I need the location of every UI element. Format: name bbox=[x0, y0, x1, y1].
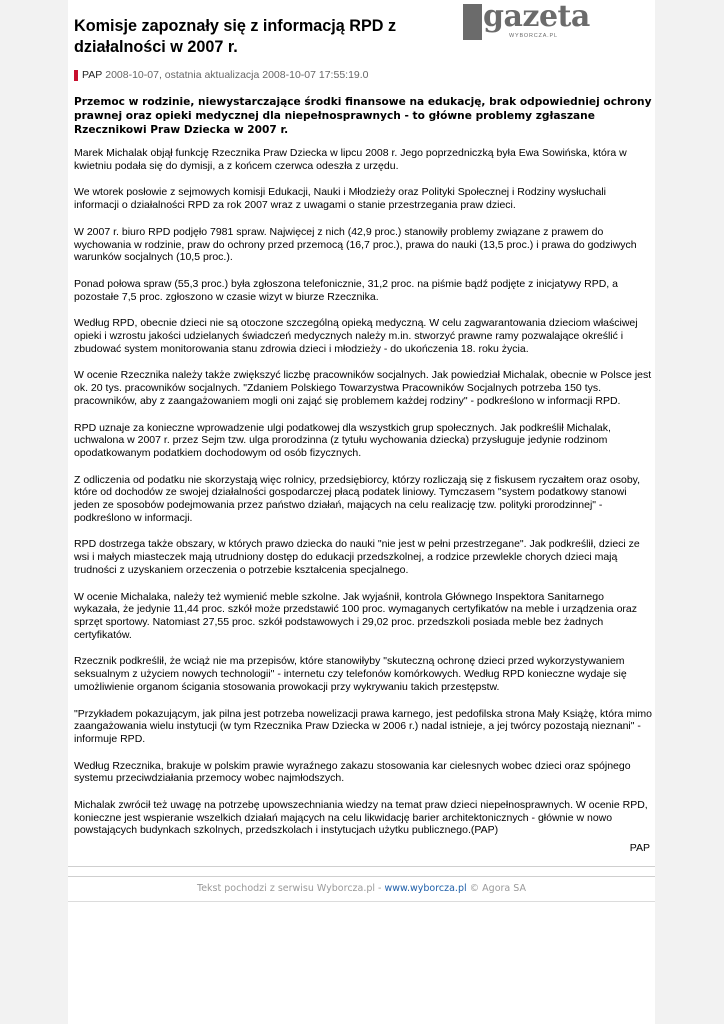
article-dateline: 2008-10-07, ostatnia aktualizacja 2008-10-07 17:55:19.0 bbox=[105, 69, 369, 81]
article-paragraph: W ocenie Rzecznika należy także zwiększyć liczbę pracowników socjalnych. Jak powiedział Michalak, obecnie w Polsce jest ok. 20 tys. pracowników socjalnych. "Zdaniem Polskiego Towarzystwa Pracowników Socjalnych potrzeba 150 tys. pracowników, aby z zaangażowaniem mogli oni zająć się problemem każdej rodziny" - podkreślono w informacji RPD. bbox=[74, 369, 652, 407]
article-author: PAP bbox=[629, 842, 650, 854]
logo-subtitle: WYBORCZA.PL bbox=[509, 33, 558, 39]
article-title: Komisje zapoznały się z informacją RPD z działalności w 2007 r. bbox=[74, 17, 397, 56]
article-paragraph: Według Rzecznika, brakuje w polskim prawie wyraźnego zakazu stosowania kar cielesnych wobec dzieci oraz spójnego systemu przeciwdziałania przemocy wobec najmłodszych. bbox=[74, 759, 631, 785]
source-marker bbox=[74, 70, 78, 81]
article-paragraph: Ponad połowa spraw (55,3 proc.) była zgłoszona telefonicznie, 31,2 proc. na piśmie bądź podjęte z inicjatywy RPD, a pozostałe 7,5 proc. zgłoszono w czasie wizyt w biurze Rzecznika. bbox=[74, 277, 618, 303]
gazeta-logo[interactable] bbox=[463, 0, 590, 42]
article-paragraph: W ocenie Michalaka, należy też wymienić meble szkolne. Jak wyjaśnił, kontrola Głównego Inspektora Sanitarnego wykazała, że jedynie 11,44 proc. szkół może przedstawić 100 proc. wymaganych certyfikatów na meble i urządzenia oraz sprzęt sportowy. Natomiast 27,55 proc. szkół podstawowych i 29,02 proc. przedszkoli posiada meble bez żadnych certyfikatów. bbox=[74, 590, 637, 641]
article-paragraph: Michalak zwrócił też uwagę na potrzebę upowszechniania wiedzy na temat praw dzieci niepełnosprawnych. W ocenie RPD, konieczne jest wspieranie wszelkich działań mających na celu likwidację barier architektonicznych - głównie w nowo powstających budynkach szkolnych, przedszkolach i instytucjach użytku publicznego.(PAP) bbox=[74, 799, 648, 837]
article-body bbox=[74, 147, 652, 851]
logo-block bbox=[463, 4, 482, 40]
footer-divider bbox=[68, 901, 655, 902]
article-paragraph: RPD dostrzega także obszary, w których prawo dziecka do nauki "nie jest w pełni przestrzegane". Jak podkreślił, dzieci ze wsi i małych miasteczek mają utrudniony dostęp do edukacji przedszkolnej, a rodzice przewlekle chorych dzieci mają trudności z uzyskaniem orzeczenia o potrzebie kształcenia specjalnego. bbox=[74, 538, 640, 576]
article-paragraph: Marek Michalak objął funkcję Rzecznika Praw Dziecka w lipcu 2008 r. Jego poprzedniczką była Ewa Sowińska, która w kwietniu podała się do dymisji, a z końcem czerwca odeszła z urzędu. bbox=[74, 147, 627, 172]
footer-divider bbox=[68, 876, 655, 877]
article-lead: Przemoc w rodzinie, niewystarczające środki finansowe na edukację, brak odpowiedniej ochrony prawnej oraz opieki medycznej dla niepełnosprawnych - to główne problemy zgłaszane Rzecznikowi Praw Dziecka w 2007 r. bbox=[74, 96, 652, 136]
article-page bbox=[68, 0, 655, 1024]
footer-divider bbox=[68, 866, 655, 867]
logo-word: gazeta bbox=[483, 0, 590, 34]
article-paragraph: RPD uznaje za konieczne wprowadzenie ulgi podatkowej dla wszystkich grup społecznych. Jak podkreślił Michalak, uchwalona w 2007 r. przez Sejm tzw. ulga prorodzinna (z tytułu wychowania dziecka) przysługuje jedynie rodzinom opodatkowanym podatkiem dochodowym od osób fizycznych. bbox=[74, 421, 611, 459]
footer-suffix: © Agora SA bbox=[466, 883, 526, 894]
footer-link[interactable]: www.wyborcza.pl bbox=[384, 883, 467, 894]
article-paragraph: Według RPD, obecnie dzieci nie są otoczone szczególną opieką medyczną. W celu zagwarantowania dzieciom właściwej opieki i wzrostu jakości udzielanych świadczeń medycznych należy m.in. stworzyć prawne ramy pozwalające określić i zbudować system monitorowania stanu zdrowia dzieci i młodzieży - do ukończenia 18. roku życia. bbox=[74, 317, 638, 355]
article-paragraph: Z odliczenia od podatku nie skorzystają więc rolnicy, przedsiębiorcy, którzy rozliczają się z fiskusem ryczałtem oraz osoby, które od dochodów ze swojej działalności gospodarczej płacą podatek liniowy. Tymczasem "system podatkowy stanowi jeden ze sposobów podejmowania przez państwo działań, mających na celu realizację tzw. polityki prorodzinnej" - podkreślono w informacji. bbox=[74, 473, 641, 524]
article-paragraph: Rzecznik podkreślił, że wciąż nie ma przepisów, które stanowiłyby "skuteczną ochronę dzieci przed wykorzystywaniem seksualnym z użyciem nowych technologii" - internetu czy telefonów komórkowych. Według RPD konieczne wydaje się umożliwienie organom ścigania stosowania prowokacji przy wykrywaniu takich przestępstw. bbox=[74, 655, 627, 693]
footer-prefix: Tekst pochodzi z serwisu Wyborcza.pl - bbox=[197, 883, 385, 894]
article-meta bbox=[74, 69, 369, 81]
article-header bbox=[68, 0, 655, 64]
page-footer bbox=[68, 883, 655, 894]
article-paragraph: W 2007 r. biuro RPD podjęło 7981 spraw. Najwięcej z nich (42,9 proc.) stanowiły problemy związane z prawem do wychowania w rodzinie, praw do ochrony przed przemocą (16,7 proc.), prawa do nauki (13,5 proc.) i prawa do godziwych warunków socjalnych (10,5 proc.). bbox=[74, 225, 637, 264]
article-paragraph: "Przykładem pokazującym, jak pilna jest potrzeba nowelizacji prawa karnego, jest pedofilska strona Mały Książę, która mimo zaangażowania wielu instytucji (w tym Rzecznika Praw Dziecka w 2006 r.) nadal istnieje, a jej twórcy pozostają nieznani" - informuje RPD. bbox=[74, 707, 652, 745]
article-source: PAP bbox=[82, 69, 103, 81]
article-paragraph: We wtorek posłowie z sejmowych komisji Edukacji, Nauki i Młodzieży oraz Polityki Społecznej i Rodziny wysłuchali informacji o działalności RPD za rok 2007 wraz z uwagami o stanie przestrzegania praw dzieci. bbox=[74, 186, 606, 212]
